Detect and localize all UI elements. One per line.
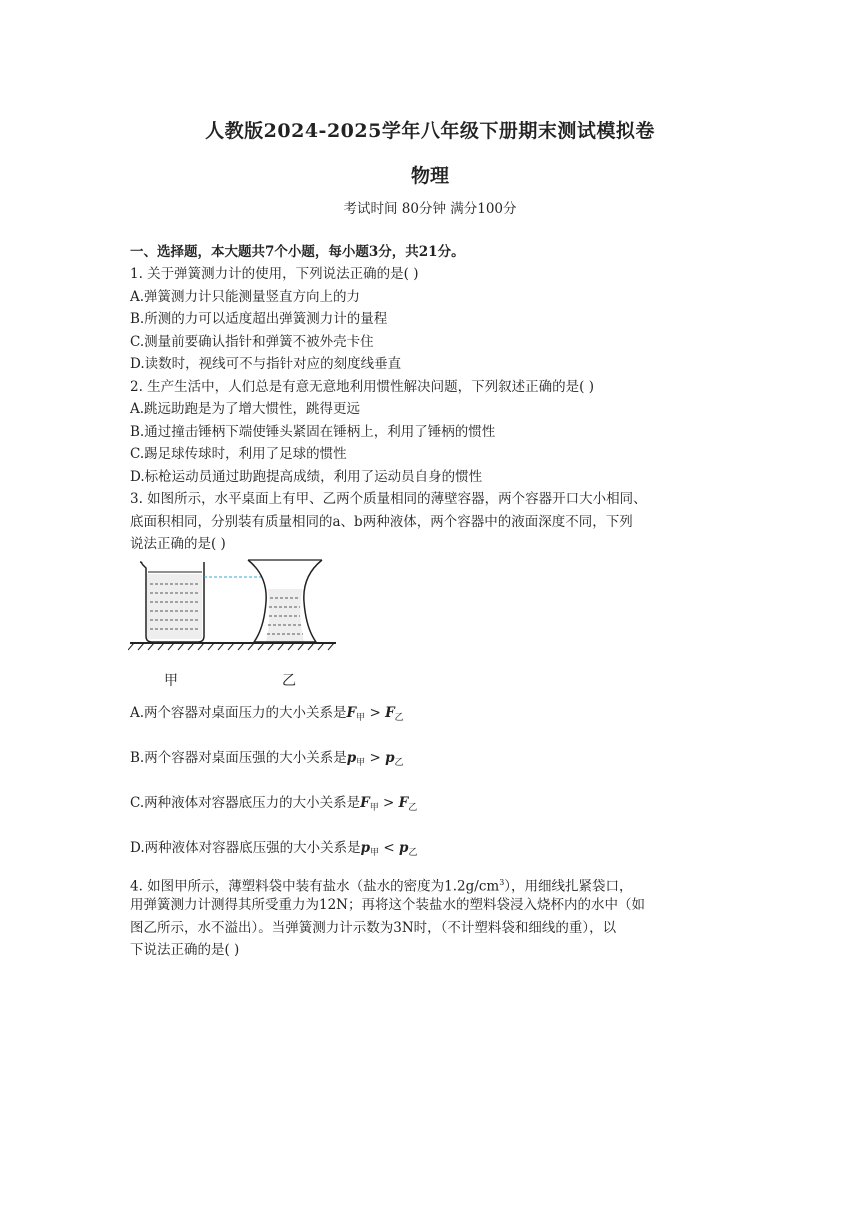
option-b-sub1: 甲 (356, 758, 366, 768)
option-c-symbol-2: F (398, 795, 409, 811)
question-4-line1-part1: 4. 如图甲所示，薄塑料袋中装有盐水（盐水的密度为1.2g/cm (130, 878, 500, 895)
question-3-option-a (130, 704, 404, 727)
figure-label-jia: 甲 (164, 673, 178, 689)
question-3-stem-line1: 3. 如图所示，水平桌面上有甲、乙两个质量相同的薄壁容器，两个容器开口大小相同、 (130, 491, 647, 507)
question-4-superscript: 3 (499, 878, 505, 887)
question-4-line1 (130, 874, 633, 896)
question-2-option-b: B.通过撞击锤柄下端使锤头紧固在锤柄上，利用了锤柄的惯性 (130, 424, 496, 440)
exam-info: 考试时间 80分钟 满分100分 (343, 201, 517, 217)
question-4-line4: 下说法正确的是( ) (130, 942, 240, 958)
option-b-symbol: p (346, 750, 357, 766)
option-b-relation: > (365, 750, 386, 766)
question-4-line3: 图乙所示，水不溢出）。当弹簧测力计示数为3N时，（不计塑料袋和细线的重），以 (130, 920, 617, 936)
option-d-symbol: p (360, 840, 371, 856)
option-a-sub1: 甲 (356, 713, 366, 723)
question-3-option-b (130, 749, 404, 772)
section-heading: 一、选择题，本大题共7个小题，每小题3分，共21分。 (130, 244, 465, 260)
option-d-text: D.两种液体对容器底压强的大小关系是 (130, 840, 361, 856)
option-b-symbol-2: p (385, 750, 395, 766)
option-b-sub2: 乙 (394, 758, 404, 768)
containers-figure (128, 556, 340, 690)
option-d-relation: < (379, 840, 400, 856)
option-c-text: C.两种液体对容器底压力的大小关系是 (130, 795, 361, 811)
option-c-sub1: 甲 (369, 803, 379, 813)
question-1-option-d: D.读数时，视线可不与指针对应的刻度线垂直 (130, 356, 402, 372)
question-4-line2: 用弹簧测力计测得其所受重力为12N；再将这个装盐水的塑料袋浸入烧杯内的水中（如 (130, 897, 645, 913)
question-1-option-c: C.测量前要确认指针和弹簧不被外壳卡住 (130, 334, 374, 350)
question-4-line1-part2: ），用细线扎紧袋口， (504, 878, 633, 895)
option-c-relation: > (378, 795, 399, 811)
question-2-option-d: D.标枪运动员通过助跑提高成绩，利用了运动员自身的惯性 (130, 469, 483, 485)
figure-label-yi: 乙 (282, 673, 296, 689)
option-c-sub2: 乙 (408, 803, 418, 813)
option-a-text: A.两个容器对桌面压力的大小关系是 (130, 705, 347, 721)
question-1-stem: 1. 关于弹簧测力计的使用，下列说法正确的是( ) (130, 266, 419, 282)
option-d-sub2: 乙 (408, 848, 418, 858)
question-3-stem-line2: 底面积相同，分别装有质量相同的a、b两种液体，两个容器中的液面深度不同，下列 (130, 514, 633, 530)
exam-title: 人教版2024-2025学年八年级下册期末测试模拟卷 (205, 120, 655, 142)
question-2-option-c: C.踢足球传球时，利用了足球的惯性 (130, 446, 347, 462)
question-2-stem: 2. 生产生活中，人们总是有意无意地利用惯性解决问题，下列叙述正确的是( ) (130, 379, 594, 395)
option-a-symbol-2: F (385, 705, 395, 721)
question-2-option-a: A.跳远助跑是为了增大惯性，跳得更远 (130, 401, 361, 417)
containers-illustration (128, 556, 340, 666)
option-b-text: B.两个容器对桌面压强的大小关系是 (130, 750, 347, 766)
option-d-symbol-2: p (399, 840, 409, 856)
question-1-option-a: A.弹簧测力计只能测量竖直方向上的力 (130, 289, 361, 305)
question-3-stem-line3: 说法正确的是( ) (130, 536, 226, 552)
option-a-symbol: F (346, 705, 357, 721)
option-a-sub2: 乙 (394, 713, 404, 723)
option-d-sub1: 甲 (370, 848, 380, 858)
subject-title: 物理 (410, 165, 449, 187)
option-c-symbol: F (360, 795, 370, 811)
question-3-option-c (130, 794, 417, 817)
question-1-option-b: B.所测的力可以适度超出弹簧测力计的量程 (130, 311, 388, 327)
option-a-relation: > (365, 705, 386, 721)
question-3-option-d (130, 839, 417, 862)
